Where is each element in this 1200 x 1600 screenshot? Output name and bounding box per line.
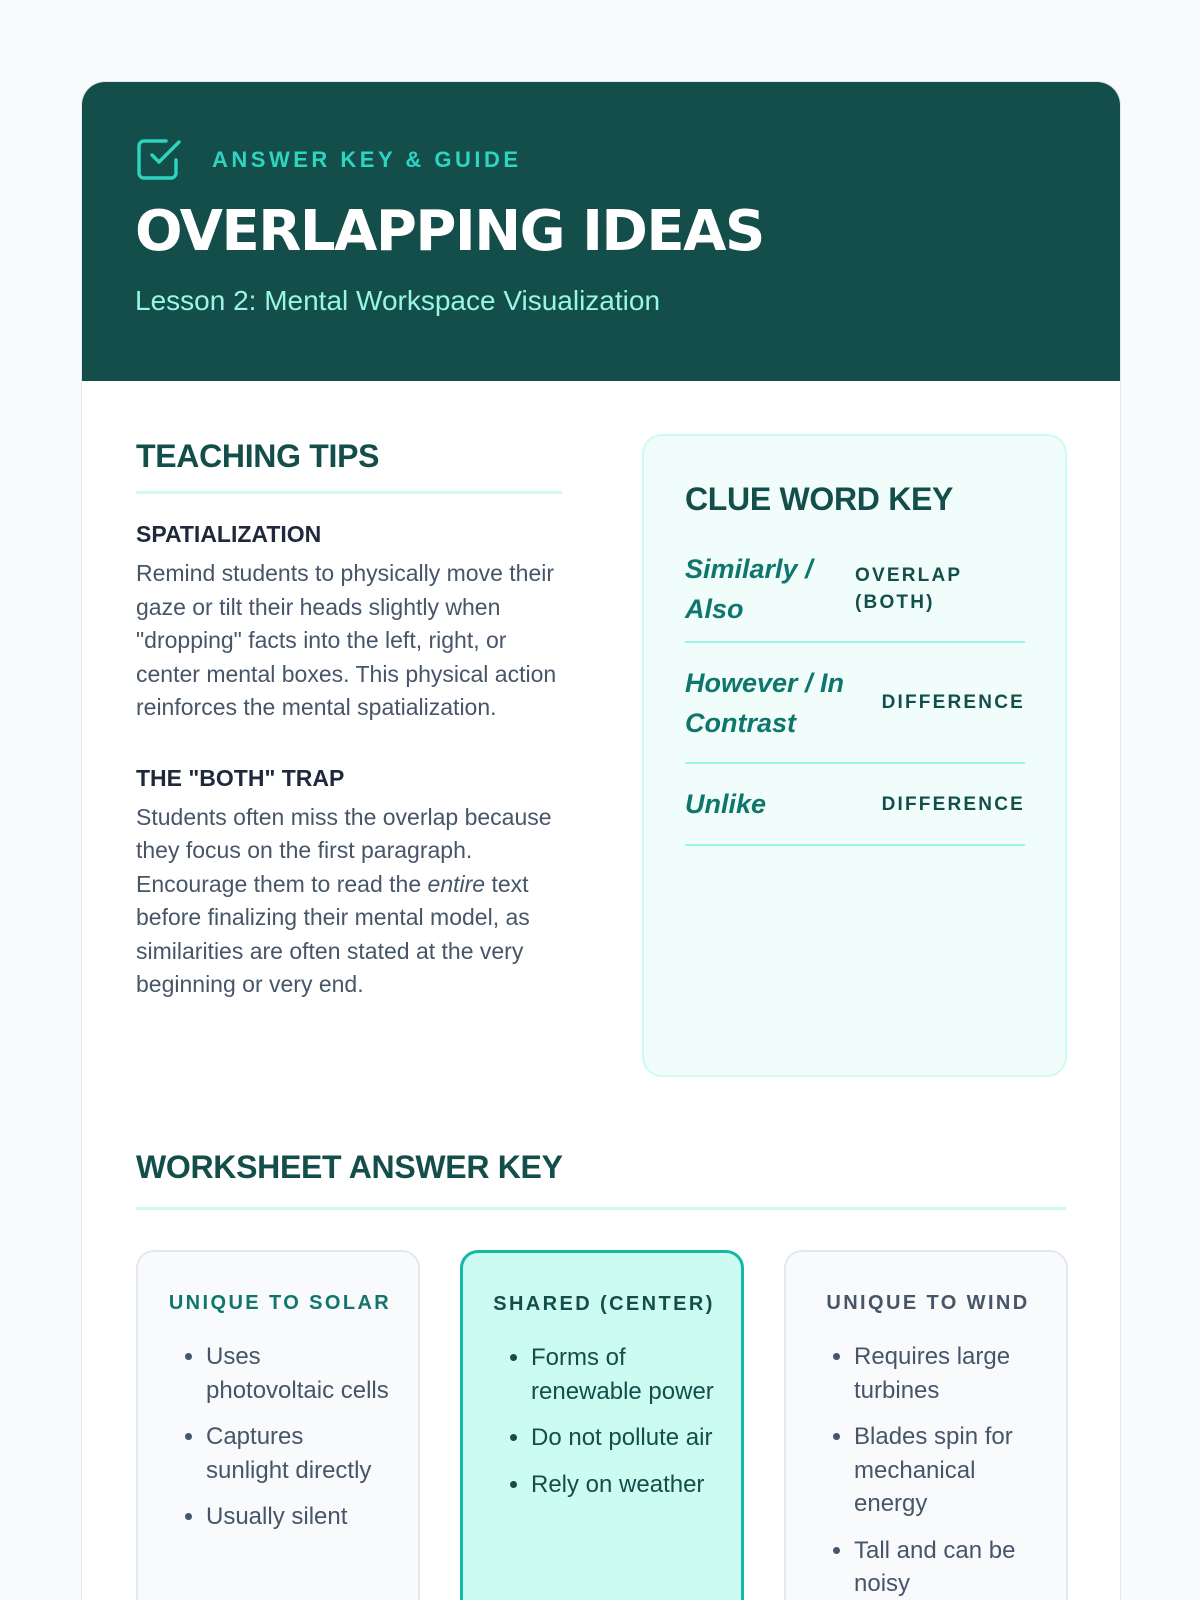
tip-text: Remind students to physically move their gaze or tilt their heads slightly when "dropping" facts into the left, right, or center mental boxes. This physical action reinforces the mental spatialization. [136, 560, 557, 720]
clue-tag: DIFFERENCE [881, 793, 1025, 815]
divider [136, 491, 562, 494]
clue-row [685, 537, 1025, 643]
header [82, 82, 1120, 381]
answer-key-card [81, 81, 1121, 1600]
clue-word-list [685, 537, 1025, 846]
list-item: • Rely on weather [531, 1468, 715, 1502]
list-item: • Blades spin for mechanical energy [854, 1420, 1040, 1521]
eyebrow-label: ANSWER KEY & GUIDE [212, 147, 522, 172]
clue-word: Similarly / Also [685, 554, 813, 624]
eyebrow [135, 136, 1067, 184]
column-heading: SHARED (CENTER) [493, 1293, 715, 1315]
tip-both-trap [136, 763, 562, 1002]
teaching-tips-section [136, 436, 562, 1002]
divider [136, 1207, 1066, 1210]
tip-heading: THE "BOTH" TRAP [136, 764, 345, 791]
tip-text [136, 801, 562, 1002]
clue-word: However / In Contrast [685, 667, 845, 738]
clue-word-key-box [642, 434, 1067, 1077]
column-shared-center [460, 1250, 744, 1600]
column-heading: UNIQUE TO WIND [826, 1292, 1030, 1314]
clue-word-key-title: CLUE WORD KEY [685, 481, 954, 517]
list-item: • Tall and can be noisy [854, 1534, 1040, 1600]
page-title: OVERLAPPING IDEAS [135, 199, 764, 264]
list-item: • Captures sunlight directly [206, 1420, 392, 1487]
tip-text-emphasis: entire [427, 870, 486, 897]
tip-text-part: text before finalizing their mental model, as similarities are often stated at the very beginning or very end. [136, 870, 530, 997]
tip-spatialization [136, 519, 562, 725]
list-item: • Usually silent [206, 1500, 392, 1534]
clue-word: Unlike [685, 789, 767, 819]
tip-heading: SPATIALIZATION [136, 521, 322, 547]
teaching-tips-title: TEACHING TIPS [136, 438, 380, 474]
list-item: • Requires large turbines [854, 1340, 1040, 1407]
column-heading: UNIQUE TO SOLAR [168, 1292, 392, 1314]
tip-text-part: Students often miss the overlap because they focus on the first paragraph. Encourage them to read the [136, 803, 552, 897]
worksheet-answer-key-section [136, 1147, 1066, 1600]
clue-row [685, 764, 1025, 846]
list-item: • Forms of renewable power [531, 1341, 715, 1408]
clue-row [685, 643, 1025, 764]
list-item: • Do not pollute air [531, 1421, 715, 1455]
clue-tag: DIFFERENCE [881, 692, 1025, 713]
column-list [816, 1340, 1040, 1600]
page-subtitle: Lesson 2: Mental Workspace Visualization [135, 285, 661, 316]
column-unique-wind [784, 1250, 1068, 1600]
worksheet-title: WORKSHEET ANSWER KEY [136, 1149, 563, 1185]
column-list [168, 1340, 392, 1534]
venn-columns [136, 1250, 1066, 1600]
clue-tag: OVERLAP (BOTH) [855, 565, 962, 613]
column-unique-solar [136, 1250, 420, 1600]
column-list [493, 1341, 715, 1501]
list-item: • Uses photovoltaic cells [206, 1340, 392, 1407]
checkbox-icon [135, 136, 183, 184]
